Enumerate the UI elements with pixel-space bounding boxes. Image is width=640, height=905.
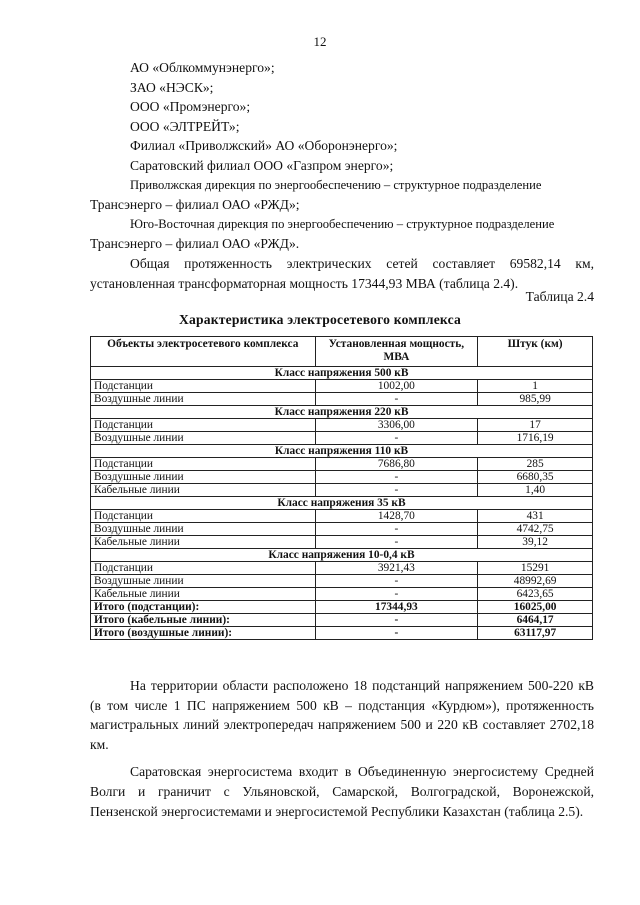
paragraph-southeast-line1: Юго-Восточная дирекция по энергообеспечению – структурное подразделение	[130, 216, 555, 231]
row-count: 431	[478, 510, 593, 523]
row-count: 285	[478, 458, 593, 471]
row-power: 1428,70	[315, 510, 478, 523]
row-power: -	[315, 627, 478, 640]
voltage-class-label: Класс напряжения 35 кВ	[91, 497, 593, 510]
paragraph-volga-line1: Приволжская дирекция по энергообеспечению – структурное подразделение	[130, 177, 542, 192]
table-header-row	[91, 337, 593, 367]
intro-line: Саратовский филиал ООО «Газпром энерго»;	[130, 157, 394, 173]
row-name: Подстанции	[91, 419, 316, 432]
paragraph-volga-line2: Трансэнерго – филиал ОАО «РЖД»;	[90, 197, 300, 213]
voltage-class-label: Класс напряжения 110 кВ	[91, 445, 593, 458]
row-power: 17344,93	[315, 601, 478, 614]
row-count: 4742,75	[478, 523, 593, 536]
row-power: -	[315, 393, 478, 406]
table-row	[91, 588, 593, 601]
table-row	[91, 432, 593, 445]
row-power: -	[315, 484, 478, 497]
page-number: 12	[313, 34, 327, 49]
row-count: 985,99	[478, 393, 593, 406]
row-name: Кабельные линии	[91, 484, 316, 497]
row-count: 6464,17	[478, 614, 593, 627]
row-power: 3921,43	[315, 562, 478, 575]
table-row	[91, 523, 593, 536]
paragraph-southeast-line2: Трансэнерго – филиал ОАО «РЖД».	[90, 236, 300, 252]
intro-line: Филиал «Приволжский» АО «Оборонэнерго»;	[130, 138, 398, 154]
table-row	[91, 419, 593, 432]
paragraph-substations: На территории области расположено 18 подстанций напряжением 500-220 кВ (в том числе 1 ПС напряжением 500 кВ – подстанция «Курдюм»), протяженность магистральных линий электропередач напряжением 500 и 220 кВ составляет 2702,18 км.	[90, 678, 594, 752]
voltage-class-label: Класс напряжения 220 кВ	[91, 406, 593, 419]
table-row	[91, 575, 593, 588]
row-name: Подстанции	[91, 380, 316, 393]
row-power: 1002,00	[315, 380, 478, 393]
row-count: 63117,97	[478, 627, 593, 640]
row-name: Подстанции	[91, 562, 316, 575]
row-power: -	[315, 588, 478, 601]
voltage-class-label: Класс напряжения 500 кВ	[91, 367, 593, 380]
voltage-class-row	[91, 445, 593, 458]
voltage-class-row	[91, 406, 593, 419]
table-title: Характеристика электросетевого комплекса	[178, 312, 462, 327]
table-total-row	[91, 601, 593, 614]
table-total-row	[91, 614, 593, 627]
row-power: -	[315, 471, 478, 484]
voltage-class-label: Класс напряжения 10-0,4 кВ	[91, 549, 593, 562]
row-name: Итого (воздушные линии):	[91, 627, 316, 640]
header-power: Установленная мощность, МВА	[315, 337, 478, 367]
header-objects: Объекты электросетевого комплекса	[91, 337, 316, 367]
row-power: -	[315, 523, 478, 536]
voltage-class-row	[91, 549, 593, 562]
row-power: -	[315, 575, 478, 588]
row-name: Воздушные линии	[91, 471, 316, 484]
voltage-class-row	[91, 497, 593, 510]
row-count: 1,40	[478, 484, 593, 497]
row-name: Воздушные линии	[91, 575, 316, 588]
table-row	[91, 484, 593, 497]
row-count: 48992,69	[478, 575, 593, 588]
table-body	[91, 367, 593, 640]
row-power: -	[315, 536, 478, 549]
row-power: -	[315, 432, 478, 445]
intro-line: ООО «Промэнерго»;	[130, 99, 251, 115]
row-count: 15291	[478, 562, 593, 575]
row-count: 6423,65	[478, 588, 593, 601]
row-count: 1	[478, 380, 593, 393]
body-text	[90, 676, 594, 821]
grid-characteristics-table	[90, 336, 593, 640]
table-row	[91, 536, 593, 549]
row-name: Кабельные линии	[91, 588, 316, 601]
table-row	[91, 562, 593, 575]
row-name: Воздушные линии	[91, 432, 316, 445]
table-row	[91, 458, 593, 471]
table-row	[91, 393, 593, 406]
table-caption: Таблица 2.4	[525, 289, 594, 304]
row-count: 6680,35	[478, 471, 593, 484]
intro-line: АО «Облкоммунэнерго»;	[130, 60, 275, 75]
row-count: 17	[478, 419, 593, 432]
table-row	[91, 510, 593, 523]
row-power: -	[315, 614, 478, 627]
row-name: Итого (кабельные линии):	[91, 614, 316, 627]
table-row	[91, 380, 593, 393]
row-name: Воздушные линии	[91, 393, 316, 406]
voltage-class-row	[91, 367, 593, 380]
paragraph-energy-system: Саратовская энергосистема входит в Объединенную энергосистему Средней Волги и граничит с Ульяновской, Самарской, Волгоградской, Воронежской, Пензенской энергосистемами и энергосистемой Республики Казахстан (таблица 2.5).	[90, 764, 594, 819]
table-row	[91, 471, 593, 484]
intro-line: ООО «ЭЛТРЕЙТ»;	[130, 118, 240, 134]
table-total-row	[91, 627, 593, 640]
row-power: 3306,00	[315, 419, 478, 432]
row-name: Воздушные линии	[91, 523, 316, 536]
intro-line: ЗАО «НЭСК»;	[130, 79, 214, 95]
intro-text	[90, 58, 594, 293]
paragraph-total-length: Общая протяженность электрических сетей составляет 69582,14 км, установленная трансформаторная мощность 17344,93 МВА (таблица 2.4).	[90, 255, 594, 291]
row-count: 39,12	[478, 536, 593, 549]
row-count: 1716,19	[478, 432, 593, 445]
row-name: Подстанции	[91, 510, 316, 523]
row-name: Итого (подстанции):	[91, 601, 316, 614]
row-power: 7686,80	[315, 458, 478, 471]
row-name: Кабельные линии	[91, 536, 316, 549]
header-count: Штук (км)	[478, 337, 593, 367]
row-count: 16025,00	[478, 601, 593, 614]
row-name: Подстанции	[91, 458, 316, 471]
